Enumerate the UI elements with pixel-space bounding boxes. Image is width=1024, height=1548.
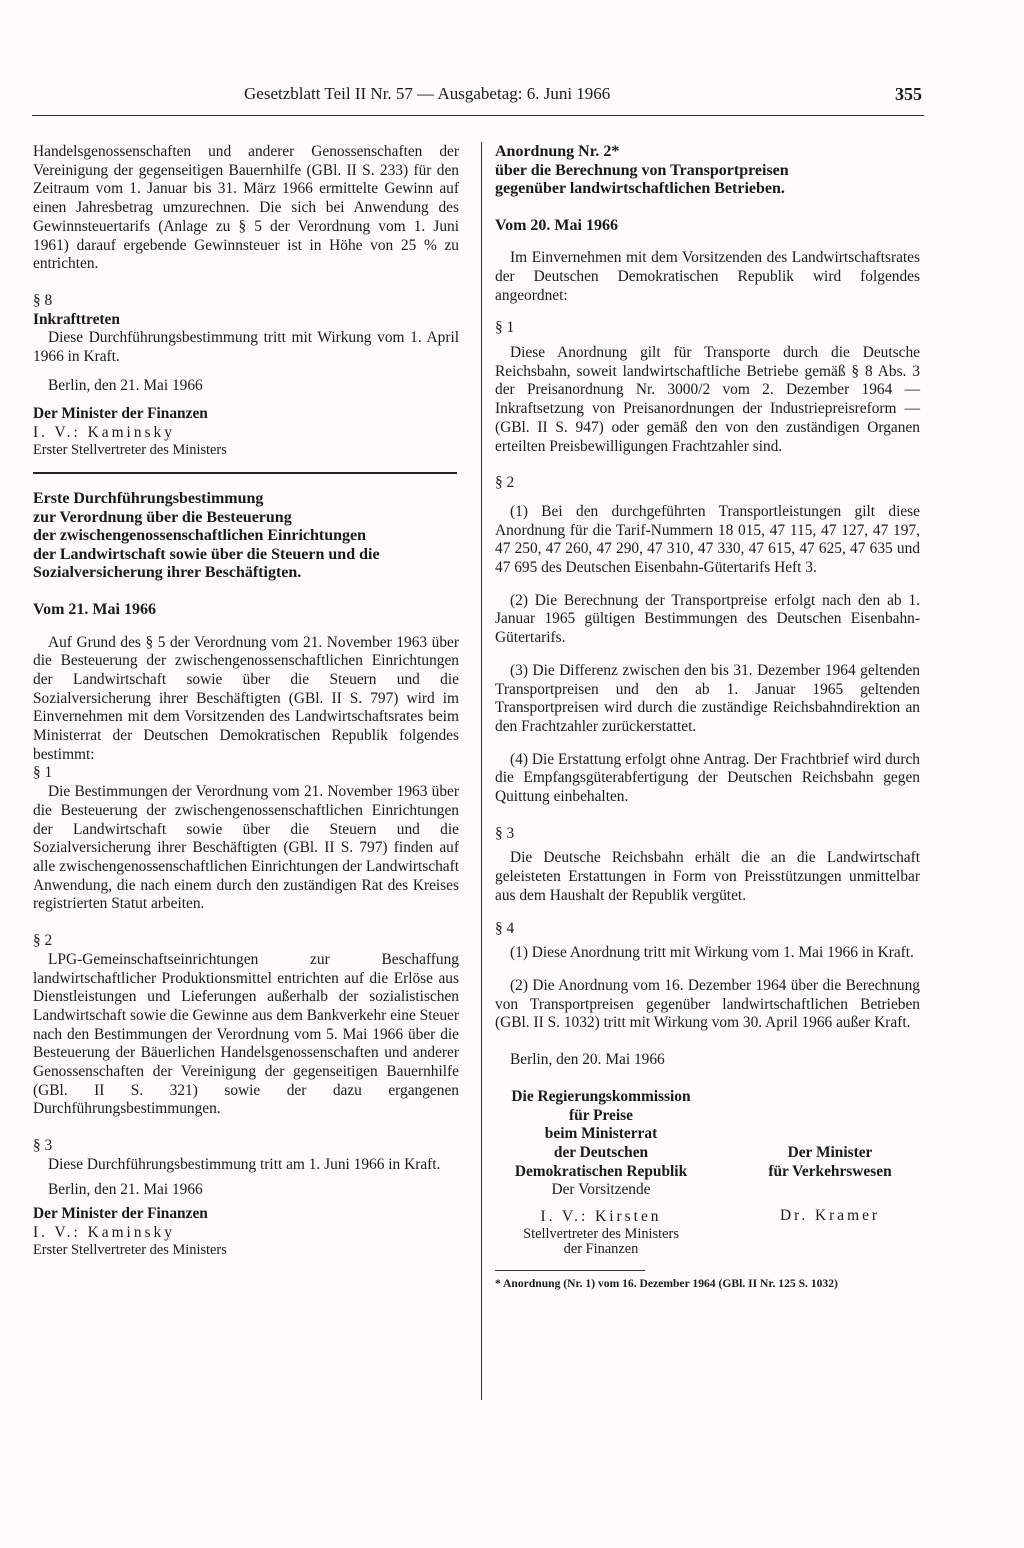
page-number: 355 — [895, 84, 922, 104]
section-8-heading: § 8 — [33, 291, 53, 309]
sig-left-line-2: für Preise — [569, 1106, 633, 1124]
sig-left-line-1: Die Regierungskommission — [511, 1087, 691, 1105]
order-section-2-para-4: (4) Die Erstattung erfolgt ohne Antrag. Der Frachtbrief wird durch die Empfangsgüterabfertigung der Deutschen Reichsbahn gegen Quittung einbehalten. — [495, 750, 920, 806]
section-separator — [33, 472, 457, 474]
header-title: Gesetzblatt Teil II Nr. 57 — Ausgabetag: 6. Juni 1966 — [244, 84, 611, 103]
order-signature-place: Berlin, den 20. Mai 1966 — [510, 1051, 665, 1069]
signature-2-place: Berlin, den 21. Mai 1966 — [48, 1180, 203, 1198]
order-section-2-para-3: (3) Die Differenz zwischen den bis 31. Dezember 1964 geltenden Transportpreisen und den ab 1. Januar 1965 geltenden Transportpreisen wird durch die zuständige Reichsbahndirektion an den Frachtzahler zurückerstattet. — [495, 661, 920, 735]
sig-left-name: I. V.: Kirsten — [540, 1208, 662, 1226]
decree-title-line-1: Erste Durchführungsbestimmung — [33, 490, 264, 508]
section-2-heading: § 2 — [33, 932, 53, 950]
sig-left-role-2: der Finanzen — [563, 1241, 639, 1258]
order-section-1-heading: § 1 — [495, 319, 515, 337]
order-section-2-para-1: (1) Bei den durchgeführten Transportleistungen gilt diese Anordnung für die Tarif-Nummern 18 015, 47 115, 47 127, 47 197, 47 250, 47 260, 47 290, 47 310, 47 330, 47 615, 47 625, 47 635 und 47 695 des Deutschen Eisenbahn-Gütertarifs Heft 3. — [495, 502, 920, 577]
order-preamble: Im Einvernehmen mit dem Vorsitzenden des Landwirtschaftsrates der Deutschen Demokratischen Republik wird folgendes angeordnet: — [495, 249, 920, 304]
order-date: Vom 20. Mai 1966 — [495, 216, 618, 234]
right-column — [495, 143, 920, 1290]
signature-2-org: Der Minister der Finanzen — [33, 1205, 208, 1223]
decree-date: Vom 21. Mai 1966 — [33, 600, 156, 618]
sig-left-line-4: der Deutschen — [553, 1143, 649, 1161]
order-section-3-text: Die Deutsche Reichsbahn erhält die an die Landwirtschaft geleisteten Erstattungen in Form von Preisstützungen unmittelbar aus dem Haushalt der Republik vergütet. — [495, 849, 920, 904]
header-rule — [32, 115, 924, 116]
signature-price-commission — [495, 1088, 707, 1258]
section-3-text: Diese Durchführungsbestimmung tritt am 1. Juni 1966 in Kraft. — [48, 1155, 441, 1173]
order-section-2-heading: § 2 — [495, 474, 515, 492]
signature-1-org: Der Minister der Finanzen — [33, 405, 208, 423]
section-2-text: LPG-Gemeinschaftseinrichtungen zur Beschaffung landwirtschaftlicher Produktionsmittel entrichten auf die Erlöse aus Dienstleistungen und Lieferungen außerhalb der sozialistischen Landwirtschaft sowie die Gewinne aus dem Bankverkehr eine Steuer nach den Bestimmungen der Verordnung vom 5. Mai 1966 über die Besteuerung der Bäuerlichen Handelsgenossenschaften und anderer Genossenschaften der Vereinigung der gegenseitigen Bauernhilfe (GBl. II S. 321) sowie der dazu ergangenen Durchführungsbestimmungen. — [33, 950, 459, 1118]
signature-transport-minister — [740, 1088, 920, 1258]
left-column — [33, 143, 459, 1258]
decree-title-line-3: der zwischengenossenschaftlichen Einrichtungen — [33, 527, 367, 545]
sig-right-name: Dr. Kramer — [779, 1207, 881, 1225]
decree-title-line-2: zur Verordnung über die Besteuerung — [33, 508, 292, 526]
sig-left-role-1: Stellvertreter des Ministers — [523, 1225, 679, 1242]
order-section-4-heading: § 4 — [495, 919, 515, 937]
order-section-4-para-1: (1) Diese Anordnung tritt mit Wirkung vom 1. Mai 1966 in Kraft. — [510, 944, 914, 962]
section-1-text: Die Bestimmungen der Verordnung vom 21. November 1963 über die Besteuerung der zwischengenossenschaftlichen Einrichtungen der Landwirtschaft sowie über die Steuern und die Sozialversicherung ihrer Beschäftigten (GBl. II S. 797) finden auf alle zwischengenossenschaftlichen Einrichtungen der Landwirtschaft Anwendung, die nach einem durch den zuständigen Rat des Kreises registrierten Statut arbeiten. — [33, 783, 459, 913]
intro-paragraph: Handelsgenossenschaften und anderer Genossenschaften der Vereinigung der gegenseitigen Bauernhilfe (GBl. II S. 233) für den Zeitraum vom 1. Januar bis 31. März 1966 ermittelte Gewinn auf einen Jahresbetrag umzurechnen. Die sich bei Anwendung des Gewinnsteuertarifs (Anlage zu § 5 der Verordnung vom 1. Juni 1961) darauf ergebende Gewinnsteuer ist in Höhe von 25 % zu entrichten. — [33, 143, 459, 273]
sig-left-line-3: beim Ministerrat — [544, 1125, 658, 1143]
order-section-1-text: Diese Anordnung gilt für Transporte durch die Deutsche Reichsbahn, soweit landwirtschaftliche Betriebe gemäß § 8 Abs. 3 der Preisanordnung Nr. 3000/2 vom 2. Dezember 1964 — Inkraftsetzung von Preisanordnungen der Industriepreisreform — (GBl. II S. 947) oder gemäß den von den zuständigen Organen erteilten Preisbewilligungen Frachtzahler sind. — [495, 344, 920, 455]
order-title-line-3: gegenüber landwirtschaftlichen Betrieben. — [495, 180, 785, 197]
signature-1-role: Erster Stellvertreter des Ministers — [33, 441, 227, 458]
order-title-line-1: Anordnung Nr. 2* — [495, 143, 620, 160]
signature-1-place: Berlin, den 21. Mai 1966 — [48, 376, 203, 394]
section-8-title: Inkrafttreten — [33, 310, 120, 328]
column-divider — [481, 142, 482, 1400]
section-1-heading: § 1 — [33, 764, 53, 782]
section-3-heading: § 3 — [33, 1137, 53, 1155]
decree-title-line-4: der Landwirtschaft sowie über die Steuern und die — [33, 545, 380, 563]
signature-2-name: I. V.: Kaminsky — [33, 1223, 175, 1241]
order-signatures — [495, 1088, 920, 1258]
decree-title-line-5: Sozialversicherung ihrer Beschäftigten. — [33, 564, 302, 582]
section-8-text: Diese Durchführungsbestimmung tritt mit Wirkung vom 1. April 1966 in Kraft. — [33, 329, 459, 366]
sig-right-line-1: Der Minister — [787, 1143, 873, 1161]
footnote: * Anordnung (Nr. 1) vom 16. Dezember 1964 (GBl. II Nr. 125 S. 1032) — [495, 1276, 838, 1290]
signature-1-name: I. V.: Kaminsky — [33, 424, 175, 442]
order-section-2-para-2: (2) Die Berechnung der Transportpreise erfolgt nach den ab 1. Januar 1965 gültigen Bestimmungen des Deutschen Eisenbahn-Gütertarifs. — [495, 591, 920, 647]
signature-2-role: Erster Stellvertreter des Ministers — [33, 1241, 227, 1258]
page-header — [32, 84, 924, 108]
sig-right-line-2: für Verkehrswesen — [768, 1162, 892, 1180]
sig-left-line-5: Demokratischen Republik — [514, 1162, 688, 1180]
footnote-rule — [495, 1270, 645, 1271]
order-title-line-2: über die Berechnung von Transportpreisen — [495, 161, 789, 179]
order-section-4-para-2: (2) Die Anordnung vom 16. Dezember 1964 über die Berechnung von Transportpreisen gegenüber landwirtschaftlichen Betrieben (GBl. II S. 1032) tritt mit Wirkung vom 30. April 1966 außer Kraft. — [495, 977, 920, 1032]
sig-left-line-6: Der Vorsitzende — [551, 1181, 651, 1199]
decree-preamble: Auf Grund des § 5 der Verordnung vom 21. November 1963 über die Besteuerung der zwischengenossenschaftlichen Einrichtungen der Landwirtschaft sowie über die Steuern und die Sozialversicherung ihrer Beschäftigten (GBl. II S. 797) wird im Einvernehmen mit dem Vorsitzenden des Landwirtschaftsrates beim Ministerrat der Deutschen Demokratischen Republik folgendes bestimmt: — [33, 633, 459, 763]
order-section-3-heading: § 3 — [495, 824, 515, 842]
